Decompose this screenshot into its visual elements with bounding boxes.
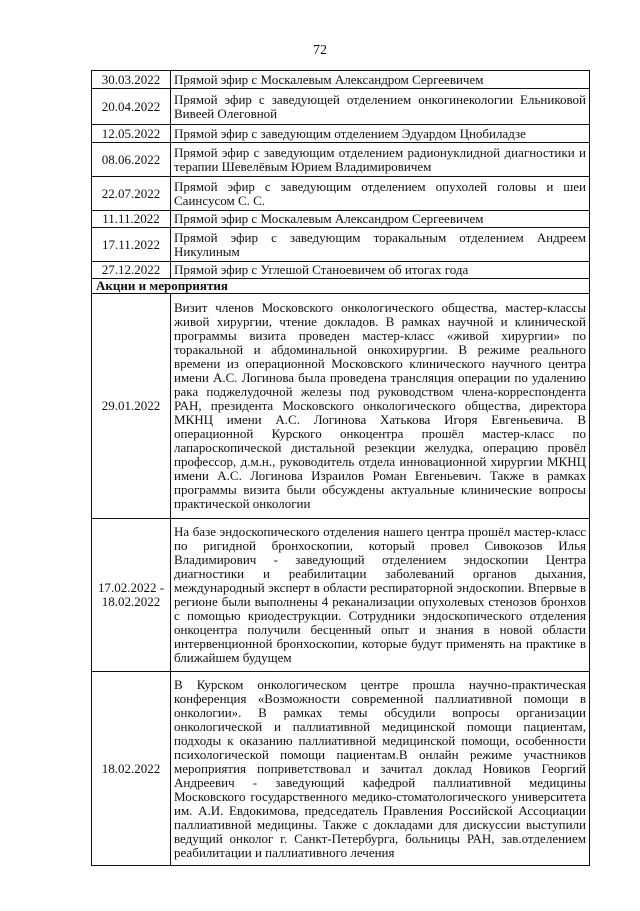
- date-cell: 20.04.2022: [92, 89, 171, 125]
- date-cell: 29.01.2022: [92, 294, 171, 519]
- date-cell: 22.07.2022: [92, 177, 171, 211]
- event-cell: Прямой эфир с заведующим отделением Эдуардом Цнобиладзе: [171, 125, 590, 143]
- event-cell: Прямой эфир с Москалевым Александром Сергеевичем: [171, 211, 590, 228]
- event-cell: Прямой эфир с Москалевым Александром Сергеевичем: [171, 71, 590, 89]
- table-row: [92, 71, 590, 89]
- date-cell: 08.06.2022: [92, 143, 171, 177]
- table-row: [92, 262, 590, 279]
- date-range-end: 18.02.2022: [101, 594, 161, 609]
- date-cell: 17.11.2022: [92, 228, 171, 262]
- events-table: [91, 70, 590, 866]
- date-cell: 11.11.2022: [92, 211, 171, 228]
- table-row: [92, 125, 590, 143]
- event-cell: Прямой эфир с заведующим отделением радионуклидной диагностики и терапии Шевелёвым Юрием Владимировичем: [171, 143, 590, 177]
- table-row: [92, 519, 590, 672]
- table-row: [92, 228, 590, 262]
- table-row: [92, 211, 590, 228]
- table-row: [92, 672, 590, 866]
- date-cell: 30.03.2022: [92, 71, 171, 89]
- table-row: [92, 89, 590, 125]
- table-row: [92, 294, 590, 519]
- event-cell: Прямой эфир с Углешой Станоевичем об итогах года: [171, 262, 590, 279]
- section-title: Акции и мероприятия: [92, 279, 590, 294]
- section-header-row: [92, 279, 590, 294]
- table-row: [92, 143, 590, 177]
- event-cell: Прямой эфир с заведующим торакальным отделением Андреем Никулиным: [171, 228, 590, 262]
- date-range-start: 17.02.2022 -: [97, 580, 165, 595]
- event-cell: В Курском онкологическом центре прошла научно-практическая конференция «Возможности современной паллиативной помощи в онкологии». В рамках темы обсудили вопросы организации онкологической и паллиативной медицинской помощи пациентам, подходы к оказанию паллиативной медицинской помощи, особенности психологической помощи пациентам.В онлайн режиме участников мероприятия поприветствовал и зачитал доклад Новиков Георгий Андреевич - заведующий кафедрой паллиативной медицины Московского государственного медико-стоматологического университета им. А.И. Евдокимова, председатель Правления Российской Ассоциации паллиативной медицины. Также с докладами для дискуссии выступили ведущий онколог г. Санкт-Петербурга, больницы РАН, зав.отделением реабилитации и паллиативного лечения: [171, 672, 590, 866]
- date-cell: 27.12.2022: [92, 262, 171, 279]
- event-cell: На базе эндоскопического отделения нашего центра прошёл мастер-класс по ригидной бронхоскопии, который провел Сивокозов Илья Владимирович - заведующий отделением эндоскопии Центра диагностики и реабилитации заболеваний органов дыхания, международный эксперт в области респираторной эндоскопии. Впервые в регионе были выполнены 4 реканализации опухолевых стенозов бронхов с помощью криодеструкции. Сотрудники эндоскопического отделения онкоцентра получили бесценный опыт и знания в новой области интервенционной бронхоскопии, которые будут применять на практике в ближайшем будущем: [171, 519, 590, 672]
- page-number: 72: [313, 43, 327, 58]
- date-cell: [92, 519, 171, 672]
- table-row: [92, 177, 590, 211]
- date-cell: 12.05.2022: [92, 125, 171, 143]
- event-cell: Визит членов Московского онкологического общества, мастер-классы живой хирургии, чтение докладов. В рамках научной и клинической программы визита проведен мастер-класс «живой хирургии» по торакальной и абдоминальной онкохирургии. В режиме реального времени из операционной Московского клинического научного центра имени А.С. Логинова была проведена трансляция операции по удалению рака поджелудочной железы под руководством члена-корреспондента РАН, президента Московского онкологического общества, директора МКНЦ имени А.С. Логинова Хатькова Игоря Евгеньевича. В операционной Курского онкоцентра прошёл мастер-класс по лапароскопической дистальной резекции желудка, операцию провёл профессор, д.м.н., руководитель отдела инновационной хирургии МКНЦ имени А.С. Логинова Израилов Роман Евгеньевич. Также в рамках программы визита были обсуждены актуальные клинические вопросы практической онкологии: [171, 294, 590, 519]
- event-cell: Прямой эфир с заведующим отделением опухолей головы и шеи Саинсусом С. С.: [171, 177, 590, 211]
- event-cell: Прямой эфир с заведующей отделением онкогинекологии Ельниковой Вивеей Олеговной: [171, 89, 590, 125]
- date-cell: 18.02.2022: [92, 672, 171, 866]
